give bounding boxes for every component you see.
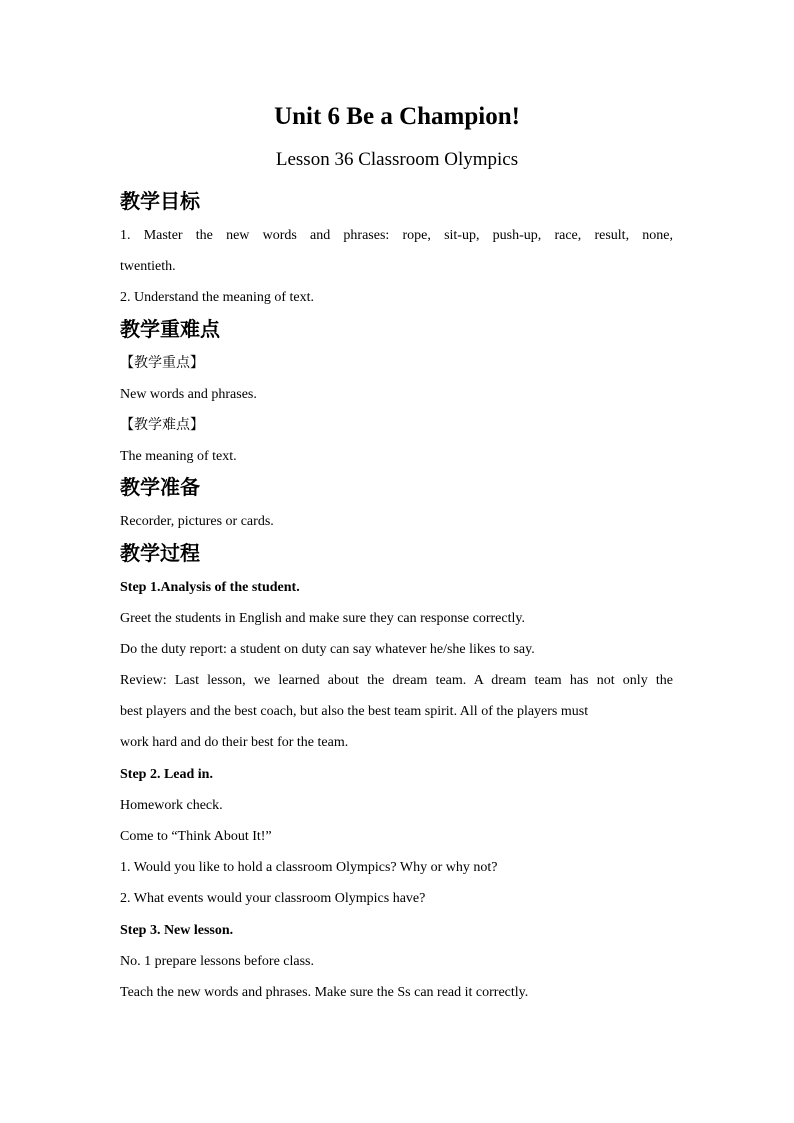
step-1-line-3: Review: Last lesson, we learned about the dream team. A dream team has not only the	[120, 673, 673, 689]
document-subtitle: Lesson 36 Classroom Olympics	[275, 149, 519, 170]
step-1-title: Step 1.Analysis of the student.	[120, 579, 300, 595]
step-3-line-1: No. 1 prepare lessons before class.	[120, 953, 314, 969]
step-2-title: Step 2. Lead in.	[120, 766, 213, 782]
document-body	[120, 186, 673, 1008]
difficulty-text: The meaning of text.	[120, 449, 237, 465]
step-1-line-2: Do the duty report: a student on duty can say whatever he/she likes to say.	[120, 641, 535, 657]
objective-line-1-continued: twentieth.	[120, 259, 176, 275]
focus-label: 【教学重点】	[120, 354, 204, 371]
heading-objectives: 教学目标	[120, 189, 200, 213]
document-title: Unit 6 Be a Champion!	[274, 103, 520, 130]
step-1-line-4: best players and the best coach, but also the best team spirit. All of the players must	[120, 704, 589, 720]
step-3-title: Step 3. New lesson.	[120, 922, 234, 938]
heading-preparation: 教学准备	[120, 475, 200, 500]
step-3-line-2: Teach the new words and phrases. Make sure the Ss can read it correctly.	[120, 984, 529, 1000]
step-2-line-2: Come to “Think About It!”	[120, 829, 272, 844]
step-2-line-1: Homework check.	[120, 797, 223, 813]
heading-key-points: 教学重难点	[120, 316, 220, 341]
objective-line-2: 2. Understand the meaning of text.	[120, 290, 315, 306]
focus-text: New words and phrases.	[120, 386, 257, 402]
step-2-line-4: 2. What events would your classroom Olympics have?	[120, 891, 426, 907]
step-1-line-1: Greet the students in English and make sure they can response correctly.	[120, 610, 525, 626]
step-1-line-5: work hard and do their best for the team.	[120, 735, 349, 751]
heading-process: 教学过程	[120, 540, 200, 565]
objective-line-1: 1. Master the new words and phrases: rope, sit-up, push-up, race, result, none,	[120, 228, 673, 243]
step-2-line-3: 1. Would you like to hold a classroom Olympics? Why or why not?	[120, 860, 498, 876]
preparation-text: Recorder, pictures or cards.	[120, 514, 274, 530]
difficulty-label: 【教学难点】	[120, 416, 204, 433]
